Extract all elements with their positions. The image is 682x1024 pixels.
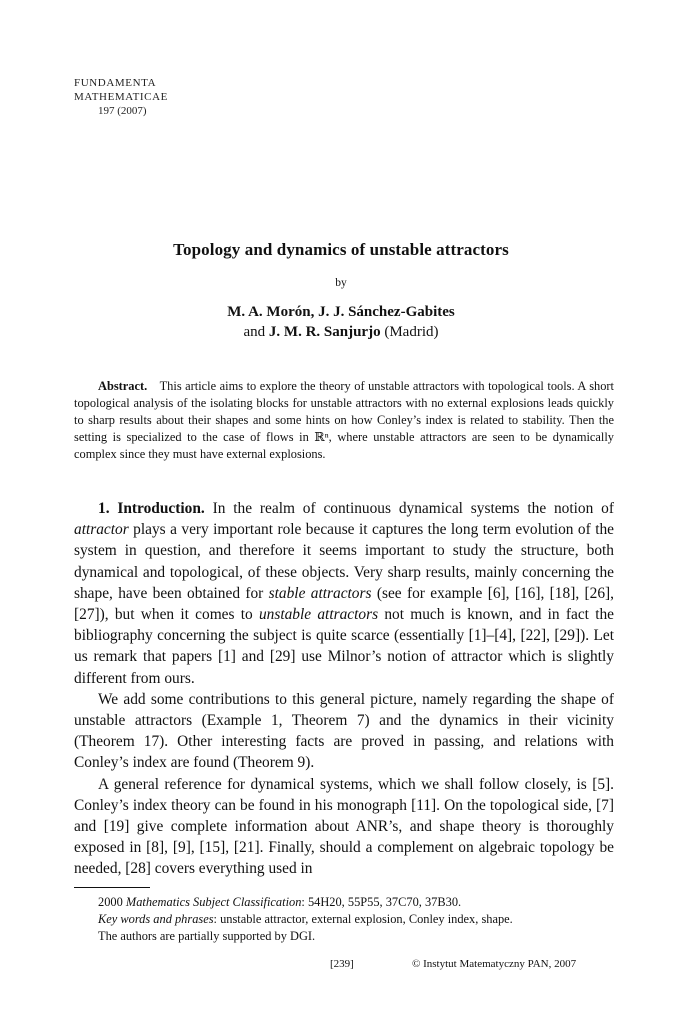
abstract-text: This article aims to explore the theory of unstable attractors with topological tools. A short topological analysis of the isolating blocks for unstable attractors with no external explosions leads quickly to sharp results about their shapes and some hints on how Conley’s index is related to stability. Then the setting is specialized to the case of flows in ℝⁿ, where unstable attractors are seen to be dynamically complex since they must have external explosions. <box>74 379 614 461</box>
main-text <box>74 498 614 880</box>
by-line: by <box>335 277 347 289</box>
footnote-support: The authors are partially supported by DGI. <box>98 929 316 944</box>
intro-paragraph-3: A general reference for dynamical systems, which we shall follow closely, is [5]. Conley’s index theory can be found in his monograph [11]. On the topological side, [7] and [19] give complete information about ANR’s, and shape theory is thoroughly exposed in [8], [9], [15], [21]. Finally, should a complement on algebraic topology be needed, [28] covers everything used in <box>74 775 614 878</box>
abstract-label: Abstract. <box>98 379 148 393</box>
footnote-rule <box>74 887 150 888</box>
footnotes <box>98 894 618 946</box>
paper-title: Topology and dynamics of unstable attractors <box>173 240 509 259</box>
intro-paragraph-2: We add some contributions to this general picture, namely regarding the shape of unstable attractors (Example 1, Theorem 7) and the dynamics in their vicinity (Theorem 17). Other interesting facts are proved in passing, and relations with Conley’s index are found (Theorem 9). <box>74 690 614 772</box>
journal-header <box>74 76 168 118</box>
author-place: (Madrid) <box>384 324 439 340</box>
authors-line1: M. A. Morón, J. J. Sánchez-Gabites <box>227 304 455 320</box>
intro-paragraph-1: 1. Introduction. In the realm of continuous dynamical systems the notion of attractor plays a very important role because it captures the long term evolution of the system in question, and therefore it seems important to study the structure, both dynamical and topological, of these objects. Very sharp results, mainly concerning the shape, have been obtained for stable attractors (see for example [6], [16], [18], [26], [27]), but when it comes to unstable attractors not much is known, and in fact the bibliography concerning the subject is quite scarce (essentially [1]–[4], [22], [29]). Let us remark that papers [1] and [29] use Milnor’s notion of attractor which is slightly different from ours. <box>74 500 614 687</box>
term-stable-attractors: stable attractors <box>268 584 372 602</box>
copyright-notice: © Instytut Matematyczny PAN, 2007 <box>412 958 577 970</box>
author-name-sanjurjo: J. M. R. Sanjurjo <box>268 324 381 340</box>
section-heading: 1. Introduction. <box>98 500 205 517</box>
journal-name-line1: FUNDAMENTA <box>74 77 157 89</box>
term-unstable-attractors: unstable attractors <box>258 606 379 624</box>
abstract <box>74 378 614 463</box>
journal-volume: 197 (2007) <box>98 105 147 117</box>
page-number: [239] <box>330 958 354 970</box>
journal-name-line2: MATHEMATICAE <box>74 91 168 103</box>
authors-line2 <box>0 324 682 341</box>
footnote-msc: 2000 Mathematics Subject Classification: 54H20, 55P55, 37C70, 37B30. <box>98 895 462 909</box>
term-attractor: attractor <box>74 521 129 539</box>
authors-and: and <box>243 324 266 340</box>
footnote-keywords: Key words and phrases: unstable attractor, external explosion, Conley index, shape. <box>98 912 513 927</box>
